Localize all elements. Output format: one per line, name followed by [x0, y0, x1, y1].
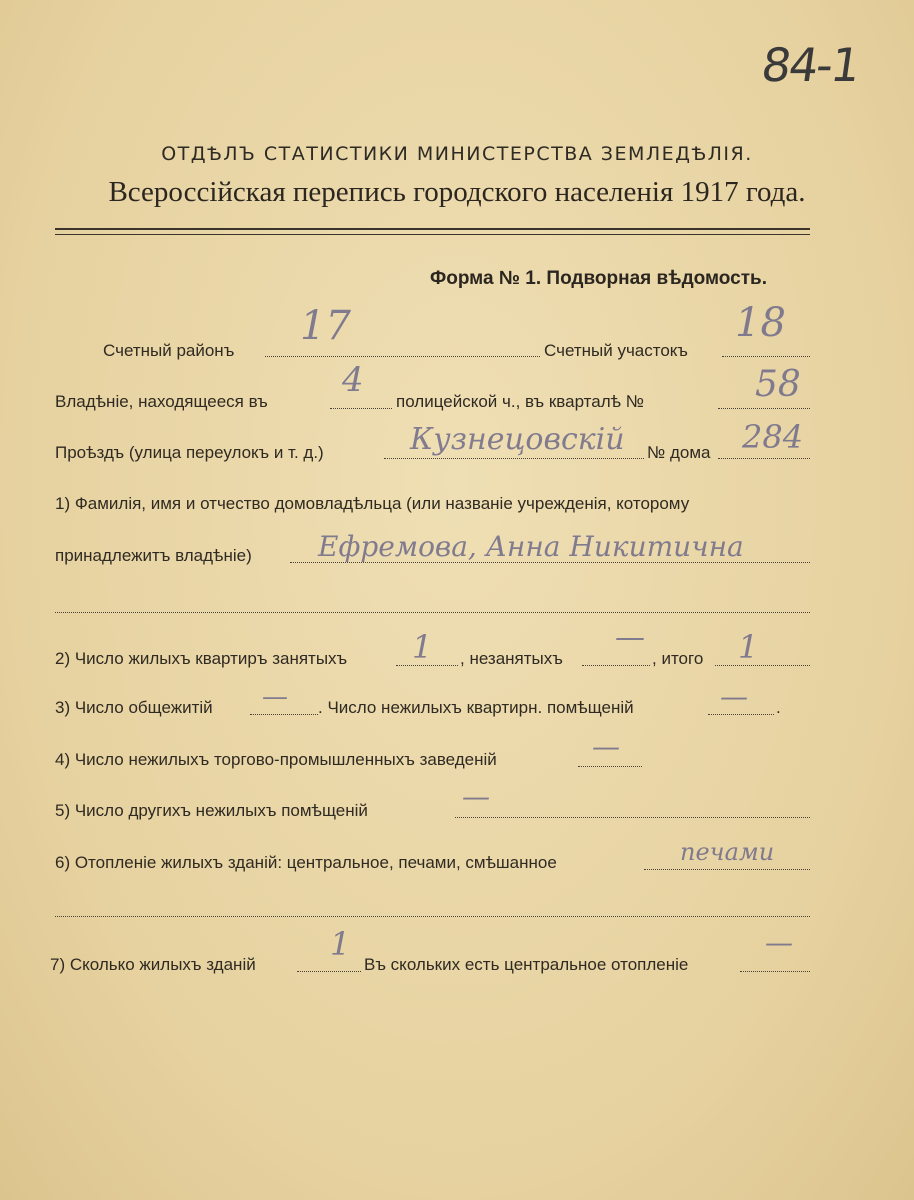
- section-label: Счетный участокъ: [544, 341, 688, 360]
- form-title: Форма № 1. Подворная вѣдомость.: [430, 268, 767, 289]
- house-value: 284: [742, 418, 804, 456]
- q5-label: 5) Число другихъ нежилыхъ помѣщеній: [55, 801, 368, 820]
- street-value: Кузнецовскій: [410, 422, 625, 457]
- q2-label: 2) Число жилыхъ квартиръ занятыхъ: [55, 649, 348, 668]
- q2-unoccupied-label: , незанятыхъ: [460, 649, 563, 668]
- archive-number: 84-1: [758, 38, 863, 92]
- section-blank: [722, 356, 810, 357]
- q2-unoccupied-blank: [582, 665, 650, 666]
- house-label: № дома: [647, 443, 711, 462]
- q3-nonres-label: . Число нежилыхъ квартирн. помѣщеній: [318, 698, 634, 717]
- q7b-blank: [740, 971, 810, 972]
- q2-total-label: , итого: [652, 649, 704, 668]
- q7-value: 1: [330, 925, 351, 963]
- q6-blank: [644, 869, 810, 870]
- q1-label-line1: 1) Фамилія, имя и отчество домовладѣльца (или названіе учрежденія, которому: [55, 494, 690, 513]
- police-blank: [330, 408, 392, 409]
- ownership-label-a: Владѣніе, находящееся въ: [55, 392, 268, 411]
- q7-blank: [297, 971, 361, 972]
- q4-label: 4) Число нежилыхъ торгово-промышленныхъ заведеній: [55, 750, 497, 769]
- q3-end: .: [776, 698, 781, 717]
- q5-value: —: [462, 780, 490, 813]
- q3-dorm-blank: [250, 714, 318, 715]
- q4-blank: [578, 766, 642, 767]
- district-value: 17: [300, 303, 351, 349]
- district-label: Счетный районъ: [103, 341, 235, 360]
- q2-occupied-value: 1: [412, 628, 433, 666]
- quarter-value: 58: [755, 364, 801, 405]
- street-blank: [384, 458, 644, 459]
- census-title: Всероссійская перепись городского населенія 1917 года.: [108, 176, 806, 208]
- q7b-label: Въ скольких есть центральное отопленіе: [364, 955, 689, 974]
- title-rule-thin: [55, 234, 810, 235]
- q5-blank: [455, 817, 810, 818]
- q2-total-blank: [715, 665, 810, 666]
- q6-blank-2: [55, 916, 810, 917]
- house-blank: [718, 458, 810, 459]
- owner-blank-2: [55, 612, 810, 613]
- q3-nonres-value: —: [720, 680, 748, 713]
- section-value: 18: [735, 300, 786, 346]
- q7-label: 7) Сколько жилыхъ зданій: [50, 955, 256, 974]
- q4-value: —: [592, 730, 620, 763]
- q7b-value: —: [765, 926, 793, 959]
- q2-unoccupied-value: —: [615, 620, 645, 655]
- title-rule-thick: [55, 228, 810, 230]
- q3-dorm-value: —: [262, 682, 288, 712]
- owner-value: Ефремова, Анна Никитична: [318, 530, 744, 563]
- quarter-blank: [718, 408, 810, 409]
- ownership-label-b: полицейской ч., въ кварталѣ №: [396, 392, 645, 411]
- department-header: ОТДѢЛЪ СТАТИСТИКИ МИНИСТЕРСТВА ЗЕМЛЕДѢЛІЯ.: [161, 143, 753, 165]
- q2-total-value: 1: [738, 628, 759, 666]
- district-blank: [265, 356, 540, 357]
- police-value: 4: [342, 360, 364, 400]
- q3-label: 3) Число общежитій: [55, 698, 213, 717]
- street-label: Проѣздъ (улица переулокъ и т. д.): [55, 443, 324, 462]
- q6-value: печами: [680, 838, 775, 866]
- q1-label-line2: принадлежитъ владѣніе): [55, 546, 252, 565]
- q3-nonres-blank: [708, 714, 774, 715]
- q6-label: 6) Отопленіе жилыхъ зданій: центральное, печами, смѣшанное: [55, 853, 557, 872]
